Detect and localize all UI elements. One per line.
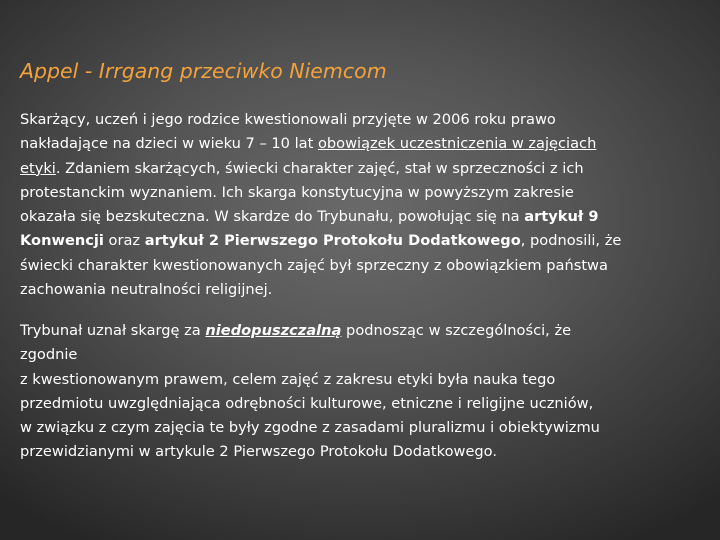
line: zachowania neutralności religijnej. bbox=[20, 281, 273, 299]
text: podnosząc w szczególności, że bbox=[341, 322, 572, 339]
bold-text: artykuł 2 Pierwszego Protokołu Dodatkowego bbox=[144, 232, 521, 250]
line bbox=[20, 132, 700, 156]
text: okazała się bezskuteczna. W skardze do Trybunału, powołując się na bbox=[20, 208, 525, 226]
line bbox=[20, 157, 700, 181]
line: przedmiotu uwzględniająca odrębności kulturowe, etniczne i religijne uczniów, bbox=[20, 394, 594, 412]
text: , podnosili, że bbox=[520, 232, 622, 250]
paragraph-case-facts bbox=[20, 108, 700, 302]
text: nakładające na dzieci w wieku 7 – 10 lat bbox=[20, 135, 318, 153]
line: z kwestionowanym prawem, celem zajęć z zakresu etyki była nauka tego bbox=[20, 370, 556, 388]
line bbox=[20, 319, 700, 343]
text: oraz bbox=[103, 232, 145, 250]
line: protestanckim wyznaniem. Ich skarga konstytucyjna w powyższym zakresie bbox=[20, 183, 574, 201]
line: Skarżący, uczeń i jego rodzice kwestionowali przyjęte w 2006 roku prawo bbox=[20, 111, 556, 128]
bold-text: artykuł 9 bbox=[524, 208, 599, 226]
emphasized-text: niedopuszczalną bbox=[205, 322, 342, 339]
underlined-text: obowiązek uczestniczenia w zajęciach bbox=[317, 135, 597, 153]
line bbox=[20, 229, 700, 253]
text: . Zdaniem skarżących, świecki charakter zajęć, stał w sprzeczności z ich bbox=[55, 159, 584, 177]
slide-title: Appel - Irrgang przeciwko Niemcom bbox=[20, 59, 387, 83]
underlined-text: etyki bbox=[20, 159, 56, 177]
line: świecki charakter kwestionowanych zajęć był sprzeczny z obowiązkiem państwa bbox=[20, 256, 608, 274]
paragraph-court-decision bbox=[20, 319, 700, 465]
line: w związku z czym zajęcia te były zgodne z zasadami pluralizmu i obiektywizmu bbox=[20, 419, 600, 437]
line bbox=[20, 205, 700, 229]
text: Trybunał uznał skargę za bbox=[20, 322, 206, 339]
line: zgodnie bbox=[20, 346, 78, 364]
line: przewidzianymi w artykule 2 Pierwszego Protokołu Dodatkowego. bbox=[20, 443, 497, 461]
bold-text: Konwencji bbox=[20, 232, 104, 250]
